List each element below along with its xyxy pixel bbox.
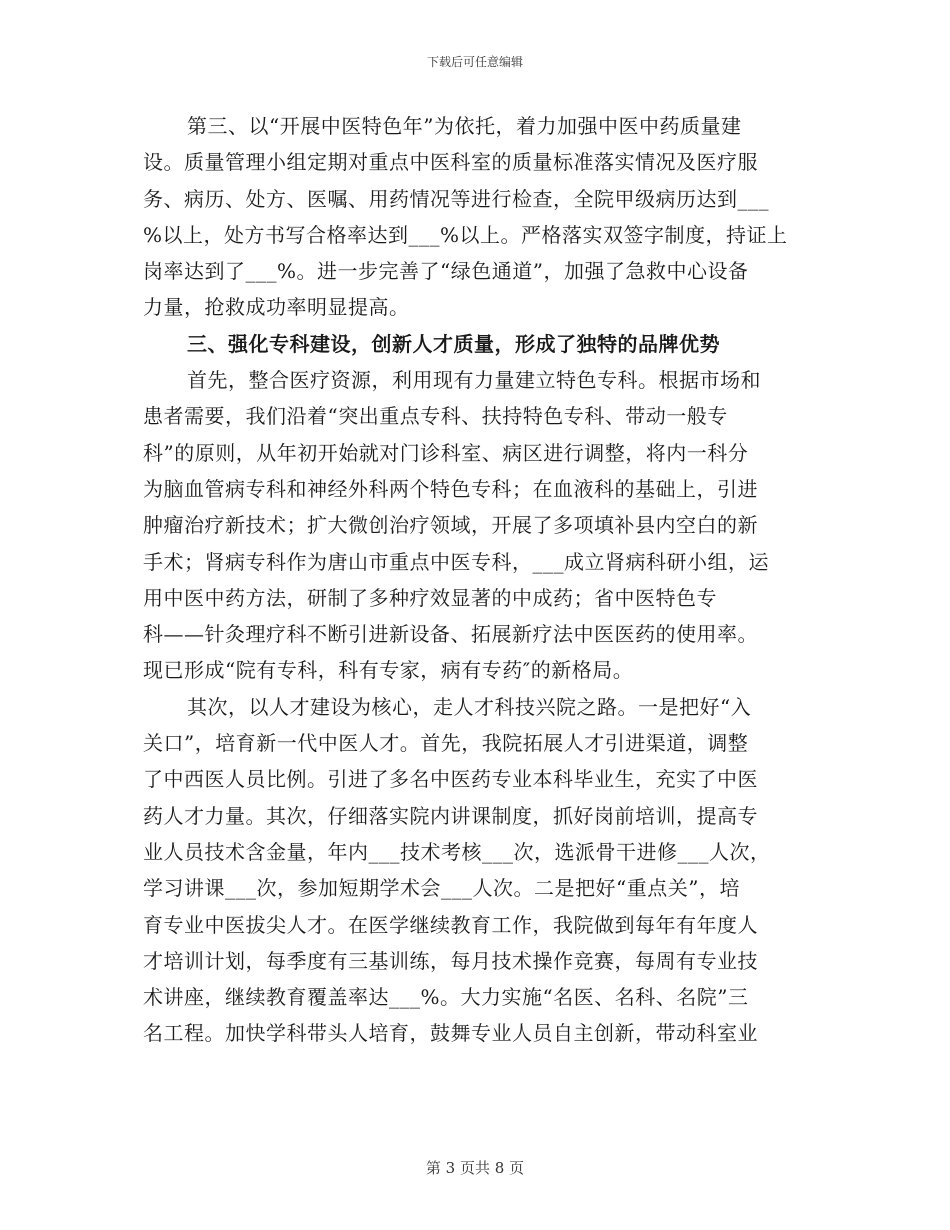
document-body <box>143 108 811 1052</box>
text-line: 设。质量管理小组定期对重点中医科室的质量标准落实情况及医疗服 <box>143 150 758 175</box>
text-line: 关口”，培育新一代中医人才。首先，我院拓展人才引进渠道，调整 <box>143 731 749 756</box>
text-line: 其次，以人才建设为核心，走人才科技兴院之路。一是把好“入 <box>187 694 752 719</box>
text-line: 科”的原则，从年初开始就对门诊科室、病区进行调整，将内一科分 <box>143 440 749 465</box>
text-line: 学习讲课___次，参加短期学术会___人次。二是把好“重点关”，培 <box>143 876 740 901</box>
text-line: 肿瘤治疗新技术；扩大微创治疗领域，开展了多项填补县内空白的新 <box>143 513 758 538</box>
text-line: 才培训计划，每季度有三基训练，每月技术操作竞赛，每周有专业技 <box>143 948 758 973</box>
text-line: 名工程。加快学科带头人培育，鼓舞专业人员自主创新，带动科室业 <box>143 1021 758 1046</box>
text-line: 第三、以“开展中医特色年”为依托，着力加强中医中药质量建 <box>187 114 742 138</box>
text-line: 术讲座，继续教育覆盖率达___%。大力实施“名医、名科、名院”三 <box>143 985 749 1010</box>
page-header: 下载后可任意编辑 <box>426 55 523 69</box>
text-line: 首先，整合医疗资源，利用现有力量建立特色专科。根据市场和 <box>187 368 761 393</box>
page-number: 第 3 页共 8 页 <box>425 1159 525 1177</box>
text-line: 力量，抢救成功率明显提高。 <box>143 295 410 320</box>
text-line: 科——针灸理疗科不断引进新设备、拓展新疗法中医医药的使用率。 <box>143 622 758 647</box>
text-line: %以上，处方书写合格率达到___%以上。严格落实双签字制度，持证上 <box>143 222 788 247</box>
text-line: 务、病历、处方、医嘱、用药情况等进行检查，全院甲级病历达到___ <box>143 186 769 211</box>
text-line: 现已形成“院有专科，科有专家，病有专药″的新格局。 <box>143 658 634 683</box>
text-line: 手术；肾病专科作为唐山市重点中医专科，___成立肾病科研小组，运 <box>143 549 769 574</box>
section-heading: 三、强化专科建设，创新人才质量，形成了独特的品牌优势 <box>187 331 720 356</box>
text-line: 业人员技术含金量，年内___技术考核___次，选派骨干进修___人次， <box>143 839 771 864</box>
text-line: 药人才力量。其次，仔细落实院内讲课制度，抓好岗前培训，提高专 <box>143 803 758 828</box>
text-line: 为脑血管病专科和神经外科两个特色专科；在血液科的基础上，引进 <box>143 476 758 501</box>
text-line: 岗率达到了___%。进一步完善了“绿色通道”，加强了急救中心设备 <box>143 259 749 284</box>
text-line: 用中医中药方法，研制了多种疗效显著的中成药；省中医特色专 <box>143 585 717 610</box>
text-line: 育专业中医拔尖人才。在医学继续教育工作，我院做到每年有年度人 <box>143 912 758 937</box>
text-line: 了中西医人员比例。引进了多名中医药专业本科毕业生，充实了中医 <box>143 767 758 792</box>
text-line: 患者需要，我们沿着“突出重点专科、扶持特色专科、带动一般专 <box>143 404 728 429</box>
